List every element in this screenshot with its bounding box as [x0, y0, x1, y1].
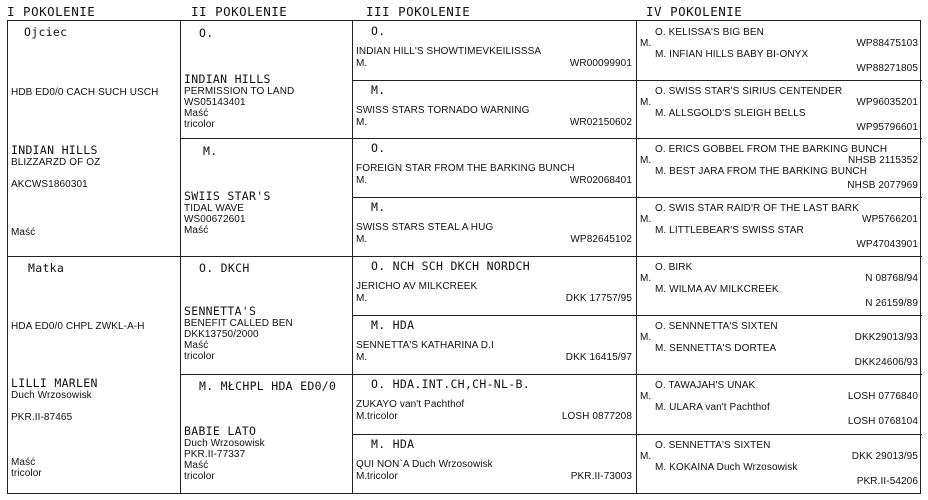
gen4-sire-registration: DKK29013/93: [854, 332, 918, 343]
gen2-color: tricolor: [184, 471, 215, 482]
gen4-sire: O. ERICS GOBBEL FROM THE BARKING BUNCH: [655, 144, 888, 155]
gen4-sire: O. KELISSA'S BIG BEN: [655, 27, 764, 38]
gen3-sex: M.: [356, 234, 368, 245]
gen3-color: tricolor: [367, 471, 398, 482]
gen2-color-label: Maść: [184, 460, 209, 471]
gen3-cell: [353, 80, 636, 138]
gen2-prefix: M. MŁCHPL HDA ED0/0: [199, 379, 337, 393]
header-generation-2: II POKOLENIE: [191, 4, 288, 19]
gen4-sire-sex: M.: [640, 332, 652, 343]
gen2-registration: WS05143401: [184, 97, 246, 108]
gen3-registration: WR00099901: [569, 58, 632, 69]
header-generation-1: I POKOLENIE: [7, 4, 96, 19]
gen4-dam-registration: LOSH 0768104: [847, 416, 918, 427]
header-generation-3: III POKOLENIE: [366, 4, 471, 19]
gen4-cell: [637, 138, 922, 197]
gen3-registration: WP82645102: [570, 234, 632, 245]
gen3-cell: [353, 256, 636, 315]
gen2-cell: [181, 21, 352, 138]
gen2-color-label: Maść: [184, 340, 209, 351]
gen4-dam: M. ALLSGOLD'S SLEIGH BELLS: [655, 108, 806, 119]
sire-titles: HDB ED0/0 CACH SUCH USCH: [11, 87, 159, 98]
gen4-cell: [637, 197, 922, 256]
gen2-column: [181, 21, 352, 493]
gen3-prefix: M.: [371, 83, 386, 97]
gen3-prefix: O.: [371, 24, 386, 38]
dam-name-line2: Duch Wrzosowisk: [11, 390, 92, 401]
gen4-sire: O. SWIS STAR RAID'R OF THE LAST BARK: [655, 203, 859, 214]
gen4-cell: [637, 80, 922, 138]
gen3-prefix: M. HDA: [371, 318, 415, 332]
gen3-prefix: M. HDA: [371, 437, 415, 451]
gen4-sire: O. SENNNETTA'S SIXTEN: [655, 321, 778, 332]
gen4-cell: [637, 434, 922, 495]
gen3-name: SENNETTA'S KATHARINA D.I: [356, 340, 494, 351]
gen4-sire: O. TAWAJAH'S UNAK: [655, 380, 756, 391]
gen4-dam: M. LITTLEBEAR'S SWISS STAR: [655, 225, 804, 236]
gen4-sire-sex: M.: [640, 38, 652, 49]
gen2-registration: WS00672601: [184, 214, 246, 225]
gen3-prefix: M.: [371, 200, 386, 214]
dam-registration: PKR.II-87465: [11, 412, 73, 423]
gen4-sire-sex: M.: [640, 451, 652, 462]
gen2-prefix: M.: [203, 144, 218, 158]
gen4-dam: M. ULARA van't Pachthof: [655, 402, 770, 413]
gen4-sire: O. SWISS STAR'S SIRIUS CENTENDER: [655, 86, 843, 97]
gen4-dam-registration: NHSB 2077969: [847, 180, 918, 191]
gen2-name-line2: Duch Wrzosowisk: [184, 438, 265, 449]
gen3-name: SWISS STARS STEAL A HUG: [356, 222, 494, 233]
gen2-cell: [181, 375, 352, 495]
gen4-dam: M. SENNETTA'S DORTEA: [655, 343, 777, 354]
gen2-color-label: Maść: [184, 108, 209, 119]
gen3-sex: M.: [356, 175, 368, 186]
dam-role-label: Matka: [28, 261, 65, 275]
gen4-dam: M. INFIAN HILLS BABY BI-ONYX: [655, 49, 809, 60]
gen4-dam-registration: PKR.II-54206: [856, 476, 918, 487]
gen4-dam: M. BEST JARA FROM THE BARKING BUNCH: [655, 166, 868, 177]
gen3-name: QUI NON`A Duch Wrzosowisk: [356, 459, 493, 470]
gen3-sex: M.: [356, 58, 368, 69]
gen2-color-label: Maść: [184, 225, 209, 236]
gen3-name: INDIAN HILL'S SHOWTIMEVKEILISSSA: [356, 46, 542, 57]
gen3-cell: [353, 138, 636, 197]
gen3-cell: [353, 315, 636, 374]
gen4-sire-sex: M.: [640, 97, 652, 108]
gen4-sire-registration: NHSB 2115352: [848, 155, 918, 166]
dam-titles: HDA ED0/0 CHPL ZWKL-A-H: [11, 321, 145, 332]
gen4-sire: O. BIRK: [655, 262, 693, 273]
gen1-dam-cell: [8, 257, 180, 495]
gen4-sire-registration: DKK 29013/95: [851, 451, 918, 462]
gen4-sire-sex: M.: [640, 155, 652, 166]
gen3-registration: DKK 17757/95: [565, 293, 632, 304]
gen4-dam: M. WILMA AV MILKCREEK: [655, 284, 779, 295]
gen3-prefix: O. HDA.INT.CH,CH-NL-B.: [371, 377, 530, 391]
gen2-name-line1: BABIE LATO: [184, 424, 257, 438]
gen4-sire-registration: LOSH 0776840: [847, 391, 918, 402]
gen2-prefix: O.: [199, 26, 214, 40]
gen2-name-line1: SENNETTA'S: [184, 304, 257, 318]
sire-registration: AKCWS1860301: [11, 179, 88, 190]
gen3-registration: WR02068401: [569, 175, 632, 186]
gen4-cell: [637, 374, 922, 434]
gen3-color: tricolor: [367, 411, 398, 422]
gen2-registration: PKR.II-77337: [184, 449, 246, 460]
gen3-cell: [353, 197, 636, 256]
gen2-name-line2: PERMISSION TO LAND: [184, 86, 295, 97]
gen3-cell: [353, 374, 636, 434]
gen3-column: [353, 21, 636, 493]
gen3-name: SWISS STARS TORNADO WARNING: [356, 105, 530, 116]
gen3-prefix: O. NCH SCH DKCH NORDCH: [371, 259, 530, 273]
gen3-sex: M.: [356, 471, 368, 482]
sire-name-line2: BLIZZARZD OF OZ: [11, 157, 101, 168]
gen4-sire-registration: N 08768/94: [865, 273, 918, 284]
gen2-name-line2: BENEFIT CALLED BEN: [184, 318, 293, 329]
gen4-sire-registration: WP5766201: [862, 214, 918, 225]
gen3-name: FOREIGN STAR FROM THE BARKING BUNCH: [356, 163, 575, 174]
gen4-cell: [637, 21, 922, 80]
gen4-column: [637, 21, 922, 493]
gen4-sire-sex: M.: [640, 214, 652, 225]
dam-name-line1: LILLI MARLEN: [11, 376, 98, 390]
pedigree-table: [7, 20, 921, 494]
gen3-cell: [353, 434, 636, 495]
gen2-name-line1: INDIAN HILLS: [184, 72, 271, 86]
gen4-sire: O. SENNETTA'S SIXTEN: [655, 440, 771, 451]
sire-name-line1: INDIAN HILLS: [11, 143, 98, 157]
gen3-sex: M.: [356, 411, 368, 422]
gen4-cell: [637, 315, 922, 374]
gen3-registration: DKK 16415/97: [565, 352, 632, 363]
gen3-registration: PKR.II-73003: [570, 471, 632, 482]
gen3-prefix: O.: [371, 141, 386, 155]
gen2-prefix: O. DKCH: [199, 261, 250, 275]
gen4-sire-sex: M.: [640, 273, 652, 284]
gen3-name: ZUKAYO van't Pachthof: [356, 399, 465, 410]
sire-role-label: Ojciec: [24, 25, 68, 39]
gen2-color: tricolor: [184, 351, 215, 362]
dam-color-label: Maść: [11, 457, 36, 468]
gen2-registration: DKK13750/2000: [184, 329, 259, 340]
gen4-sire-sex: M.: [640, 391, 652, 402]
gen4-dam-registration: WP47043901: [856, 239, 918, 250]
gen3-registration: WR02150602: [569, 117, 632, 128]
gen3-cell: [353, 21, 636, 80]
gen4-dam-registration: WP88271805: [856, 63, 918, 74]
gen4-dam-registration: DKK24606/93: [854, 357, 918, 368]
gen3-sex: M.: [356, 293, 368, 304]
gen4-dam-registration: N 26159/89: [865, 298, 918, 309]
gen3-registration: LOSH 0877208: [561, 411, 632, 422]
gen3-sex: M.: [356, 352, 368, 363]
header-generation-4: IV POKOLENIE: [646, 4, 743, 19]
gen4-dam-registration: WP95796601: [856, 122, 918, 133]
gen2-name-line2: TIDAL WAVE: [184, 203, 245, 214]
gen4-dam: M. KOKAINA Duch Wrzosowisk: [655, 462, 798, 473]
sire-color-label: Maść: [11, 227, 36, 238]
gen4-sire-registration: WP96035201: [856, 97, 918, 108]
gen4-sire-registration: WP88475103: [856, 38, 918, 49]
dam-color: tricolor: [11, 468, 42, 479]
gen3-sex: M.: [356, 117, 368, 128]
gen2-color: tricolor: [184, 119, 215, 130]
gen1-sire-cell: [8, 21, 180, 256]
gen3-name: JERICHO AV MILKCREEK: [356, 281, 478, 292]
gen2-cell: [181, 257, 352, 374]
gen2-name-line1: SWIIS STAR'S: [184, 189, 271, 203]
gen2-cell: [181, 139, 352, 256]
gen4-cell: [637, 256, 922, 315]
